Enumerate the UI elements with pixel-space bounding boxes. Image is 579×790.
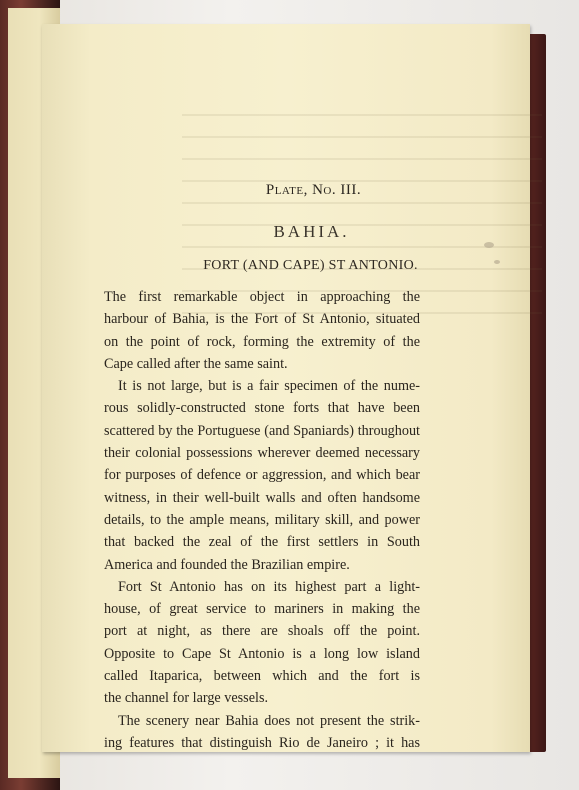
text-line: America and founded the Brazilian empire. xyxy=(104,556,350,573)
text-line: ing features that distinguish Rio de Janeiro ; it has xyxy=(104,734,420,751)
text-line: Opposite to Cape St Antonio is a long low island xyxy=(104,645,420,662)
paragraph xyxy=(104,286,420,375)
plate-number: Plate, No. III. xyxy=(265,182,362,198)
text-line: Cape called after the same saint. xyxy=(104,355,288,372)
text-line: the channel for large vessels. xyxy=(104,690,269,707)
text-line: for purposes of defence or aggression, and which bear xyxy=(104,467,420,484)
text-line: that backed the zeal of the first settlers in South xyxy=(104,534,420,551)
text-line: on the point of rock, forming the extremity of the xyxy=(104,333,420,350)
paper-speck xyxy=(484,242,494,248)
place-title: BAHIA. xyxy=(273,222,350,241)
paragraph xyxy=(104,710,420,755)
text-line: details, to the ample means, military skill, and power xyxy=(104,511,420,528)
text-line: their colonial possessions wherever deemed necessary xyxy=(104,445,420,462)
text-line: The first remarkable object in approaching the xyxy=(104,289,420,305)
text-line: harbour of Bahia, is the Fort of St Antonio, situated xyxy=(104,311,420,328)
text-line: house, of great service to mariners in making the xyxy=(104,601,420,618)
text-line: called Itaparica, between which and the fort is xyxy=(104,668,420,685)
text-line: scattered by the Portuguese (and Spaniards) throughout xyxy=(104,422,420,439)
text-line: port at night, as there are shoals off the point. xyxy=(104,623,420,640)
text-line: Fort St Antonio has on its highest part a light- xyxy=(118,578,420,595)
text-line: The scenery near Bahia does not present the strik- xyxy=(118,712,420,729)
text-line: witness, in their well-built walls and often handsome xyxy=(104,489,420,506)
text-line: rous solidly-constructed stone forts that have been xyxy=(104,400,420,417)
text-line: It is not large, but is a fair specimen of the nume- xyxy=(118,378,420,395)
paragraph xyxy=(104,375,420,576)
paragraph xyxy=(104,576,420,710)
body-text xyxy=(104,286,420,754)
section-subtitle: FORT (AND CAPE) ST ANTONIO. xyxy=(203,258,418,273)
